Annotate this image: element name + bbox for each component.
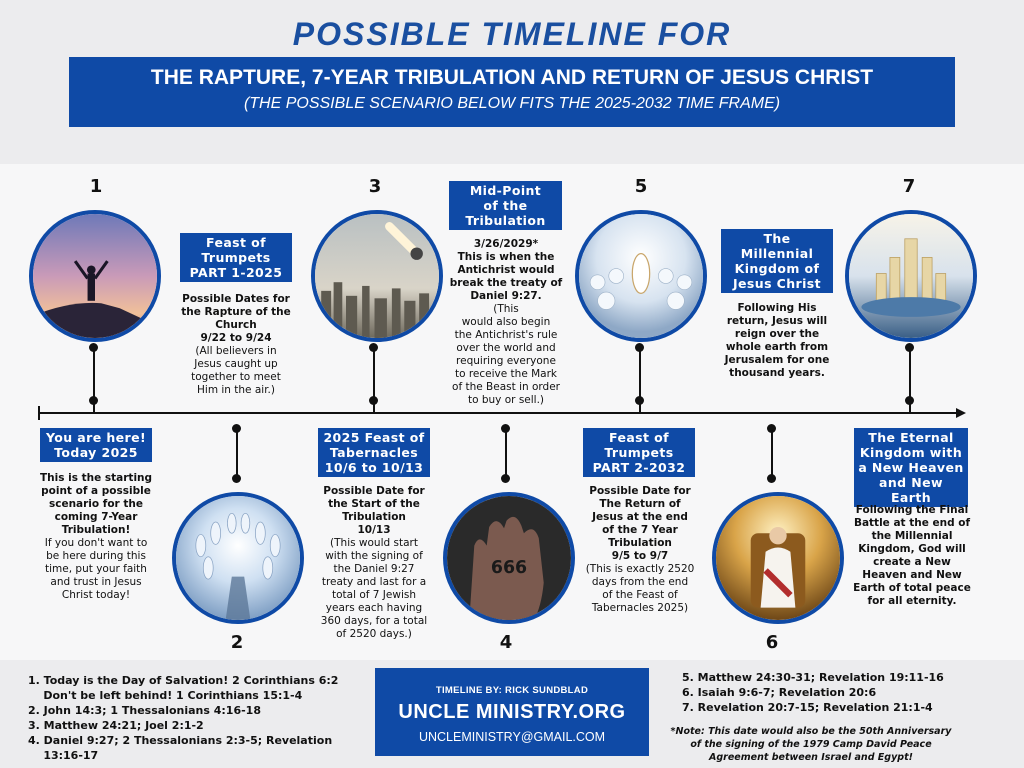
desc-line: scenario for the xyxy=(48,498,144,510)
event-2-description xyxy=(170,293,302,397)
event-3-label-line: Tabernacles xyxy=(329,445,419,460)
desc-line: point of a possible xyxy=(41,485,151,497)
reference-line: 3. Matthew 24:21; Joel 2:1-2 xyxy=(28,719,204,732)
connector-6-dot xyxy=(767,424,776,433)
connector-5-end-dot xyxy=(635,396,644,405)
desc-line: This is the starting xyxy=(39,472,153,484)
event-2-label-line: PART 1-2025 xyxy=(189,265,283,280)
return-of-christ-image xyxy=(575,210,707,342)
event-2-number: 2 xyxy=(230,632,244,653)
connector-7-dot xyxy=(905,343,914,352)
event-1-label-line: You are here! xyxy=(45,430,147,445)
connector-2 xyxy=(236,428,238,478)
new-jerusalem-image xyxy=(845,210,977,342)
desc-line: the Daniel 9:27 xyxy=(333,563,415,575)
reference-line: 6. Isaiah 9:6-7; Revelation 20:6 xyxy=(682,686,877,699)
event-3-description xyxy=(306,485,442,641)
desc-line: 9/22 to 9/24 xyxy=(200,332,272,344)
connector-2-dot xyxy=(232,424,241,433)
desc-line: 9/5 to 9/7 xyxy=(611,550,669,562)
desc-line: for all eternity. xyxy=(867,595,957,607)
event-4-description xyxy=(440,238,572,407)
references-left xyxy=(28,673,338,763)
event-5-description xyxy=(573,485,707,615)
asteroid-city-image xyxy=(311,210,443,342)
event-7-description xyxy=(846,504,978,608)
event-3-label-line: 10/6 to 10/13 xyxy=(324,460,424,475)
desc-line: Tabernacles 2025) xyxy=(591,602,689,614)
connector-2-end-dot xyxy=(232,474,241,483)
credit-email-link[interactable]: UNCLEMINISTRY@GMAIL.COM xyxy=(418,730,606,744)
desc-line: break the treaty of xyxy=(449,277,563,289)
reference-line: Don't be left behind! 1 Corinthians 15:1-4 xyxy=(28,689,303,702)
connector-4 xyxy=(505,428,507,478)
connector-5-dot xyxy=(635,343,644,352)
credit-box xyxy=(375,668,649,756)
desc-line: Possible Dates for xyxy=(182,293,290,305)
connector-7-end-dot xyxy=(905,396,914,405)
desc-line: Possible Date for xyxy=(323,485,425,497)
desc-line: to buy or sell.) xyxy=(467,394,545,406)
desc-line: Him in the air.) xyxy=(197,384,275,396)
desc-line: time, put your faith xyxy=(45,563,147,575)
desc-line: Antichrist would xyxy=(457,264,555,276)
footnote-line: of the signing of the 1979 Camp David Peace xyxy=(690,739,932,750)
desc-line: Christ today! xyxy=(61,589,131,601)
reference-line: 13:16-17 xyxy=(28,749,99,762)
desc-line: return, Jesus will xyxy=(726,315,828,327)
desc-line: thousand years. xyxy=(729,367,825,379)
reference-line: 4. Daniel 9:27; 2 Thessalonians 2:3-5; Revelation xyxy=(28,734,333,747)
event-5-label-line: PART 2-2032 xyxy=(592,460,686,475)
desc-line: with the signing of xyxy=(325,550,423,562)
desc-line: of the Beast in order xyxy=(452,381,560,393)
connector-1-dot xyxy=(89,343,98,352)
desc-line: Heaven and New xyxy=(862,569,962,581)
desc-line: Jesus at the end xyxy=(592,511,688,523)
connector-6 xyxy=(771,428,773,478)
event-4-label-line: Tribulation xyxy=(465,213,546,228)
desc-line: the Millennial xyxy=(871,530,953,542)
event-5-label-line: Feast of xyxy=(609,430,669,445)
event-4-label-line: Mid-Point xyxy=(469,183,542,198)
desc-line: the Antichrist's rule xyxy=(454,329,558,341)
desc-line: total of 7 Jewish xyxy=(331,589,416,601)
desc-line: over the world and xyxy=(456,342,556,354)
credit-author: TIMELINE BY: RICK SUNDBLAD xyxy=(435,685,589,696)
timeline-axis xyxy=(38,412,958,414)
desc-line: would also begin xyxy=(461,316,551,328)
desc-line: Jesus caught up xyxy=(194,358,278,370)
event-6-label-line: Kingdom of xyxy=(734,261,820,276)
reference-line: 2. John 14:3; 1 Thessalonians 4:16-18 xyxy=(28,704,261,717)
event-5-label-line: Trumpets xyxy=(604,445,674,460)
desc-line: 360 days, for a total xyxy=(320,615,428,627)
event-2-label-line: Trumpets xyxy=(201,250,271,265)
desc-line: Tribulation xyxy=(608,537,672,549)
desc-line: 3/26/2029* xyxy=(473,238,539,250)
banner-subheading: (THE POSSIBLE SCENARIO BELOW FITS THE 2025-2032 TIME FRAME) xyxy=(243,95,781,112)
connector-3-end-dot xyxy=(369,396,378,405)
event-3-label-line: 2025 Feast of xyxy=(323,430,425,445)
event-1-description xyxy=(28,472,164,602)
page-title: POSSIBLE TIMELINE FOR xyxy=(292,16,732,52)
footnote-line: *Note: This date would also be the 50th Anniversary xyxy=(670,726,952,737)
desc-line: Earth of total peace xyxy=(853,582,971,594)
title-banner xyxy=(69,57,955,127)
timeline-arrow-icon xyxy=(956,408,966,418)
event-5-label xyxy=(583,428,695,477)
event-5-number: 5 xyxy=(634,176,648,197)
event-6-label-line: The Millennial xyxy=(740,231,814,261)
hand-mark-666-image xyxy=(443,492,575,624)
event-2-label xyxy=(180,233,292,282)
desc-line: the Rapture of the xyxy=(181,306,291,318)
desc-line: the Start of the xyxy=(328,498,420,510)
desc-line: of the Feast of xyxy=(602,589,678,601)
mark-666-text: 666 xyxy=(490,557,528,578)
desc-line: 10/13 xyxy=(357,524,391,536)
desc-line: coming 7-Year xyxy=(54,511,138,523)
event-4-label xyxy=(449,181,562,230)
banner-heading: THE RAPTURE, 7-YEAR TRIBULATION AND RETURN OF JESUS CHRIST xyxy=(150,66,874,89)
event-6-label xyxy=(721,229,833,293)
desc-line: Daniel 9:27. xyxy=(470,290,542,302)
timeline-axis-start xyxy=(38,406,40,420)
event-6-number: 6 xyxy=(765,632,779,653)
event-3-label xyxy=(318,428,430,477)
desc-line: of 2520 days.) xyxy=(336,628,412,640)
desc-line: days from the end xyxy=(591,576,689,588)
desc-line: (This would start xyxy=(330,537,418,549)
desc-line: Following His xyxy=(737,302,817,314)
event-4-number: 4 xyxy=(499,632,513,653)
desc-line: Tribulation! xyxy=(61,524,131,536)
desc-line: If you don't want to xyxy=(44,537,148,549)
event-6-label-line: Jesus Christ xyxy=(733,276,821,291)
desc-line: Jerusalem for one xyxy=(724,354,830,366)
desc-line: Kingdom, God will xyxy=(858,543,966,555)
event-7-number: 7 xyxy=(902,176,916,197)
desc-line: Following the Final xyxy=(855,504,969,516)
desc-line: The Return of xyxy=(599,498,681,510)
event-7-label-line: and New Earth xyxy=(879,475,943,505)
christ-on-throne-image xyxy=(712,492,844,624)
desc-line: together to meet xyxy=(191,371,281,383)
desc-line: (All believers in xyxy=(195,345,277,357)
reference-line: 5. Matthew 24:30-31; Revelation 19:11-16 xyxy=(682,671,944,684)
event-7-label-line: Kingdom with xyxy=(859,445,963,460)
event-7-label xyxy=(854,428,968,507)
desc-line: be here during this xyxy=(46,550,146,562)
desc-line: years each having xyxy=(325,602,423,614)
references-right xyxy=(682,670,944,715)
connector-4-dot xyxy=(501,424,510,433)
credit-website-link[interactable]: UNCLE MINISTRY.ORG xyxy=(398,701,626,723)
desc-line: Battle at the end of xyxy=(853,517,971,529)
event-1-label-line: Today 2025 xyxy=(54,445,138,460)
connector-1-end-dot xyxy=(89,396,98,405)
person-on-cliff-image xyxy=(29,210,161,342)
connector-6-end-dot xyxy=(767,474,776,483)
desc-line: This is when the xyxy=(457,251,555,263)
event-7-label-line: The Eternal xyxy=(868,430,954,445)
desc-line: (This xyxy=(493,303,519,315)
desc-line: Tribulation xyxy=(342,511,406,523)
rapture-souls-image xyxy=(172,492,304,624)
event-1-number: 1 xyxy=(89,176,103,197)
desc-line: whole earth from xyxy=(725,341,829,353)
footnote-line: Agreement between Israel and Egypt! xyxy=(709,752,913,763)
event-3-number: 3 xyxy=(368,176,382,197)
event-2-label-line: Feast of xyxy=(206,235,266,250)
desc-line: Possible Date for xyxy=(589,485,691,497)
desc-line: Church xyxy=(215,319,257,331)
event-4-label-line: of the xyxy=(483,198,528,213)
reference-line: 7. Revelation 20:7-15; Revelation 21:1-4 xyxy=(682,701,933,714)
event-7-label-line: a New Heaven xyxy=(858,460,964,475)
event-6-description xyxy=(712,302,842,380)
event-1-label xyxy=(40,428,152,462)
reference-line: 1. Today is the Day of Salvation! 2 Corinthians 6:2 xyxy=(28,674,339,687)
desc-line: of the 7 Year xyxy=(602,524,678,536)
desc-line: requiring everyone xyxy=(456,355,556,367)
desc-line: create a New xyxy=(873,556,951,568)
connector-4-end-dot xyxy=(501,474,510,483)
desc-line: reign over the xyxy=(734,328,820,340)
desc-line: to receive the Mark xyxy=(454,368,558,380)
connector-3-dot xyxy=(369,343,378,352)
desc-line: treaty and last for a xyxy=(321,576,427,588)
desc-line: (This is exactly 2520 xyxy=(585,563,695,575)
footnote xyxy=(666,725,956,764)
desc-line: and trust in Jesus xyxy=(50,576,142,588)
